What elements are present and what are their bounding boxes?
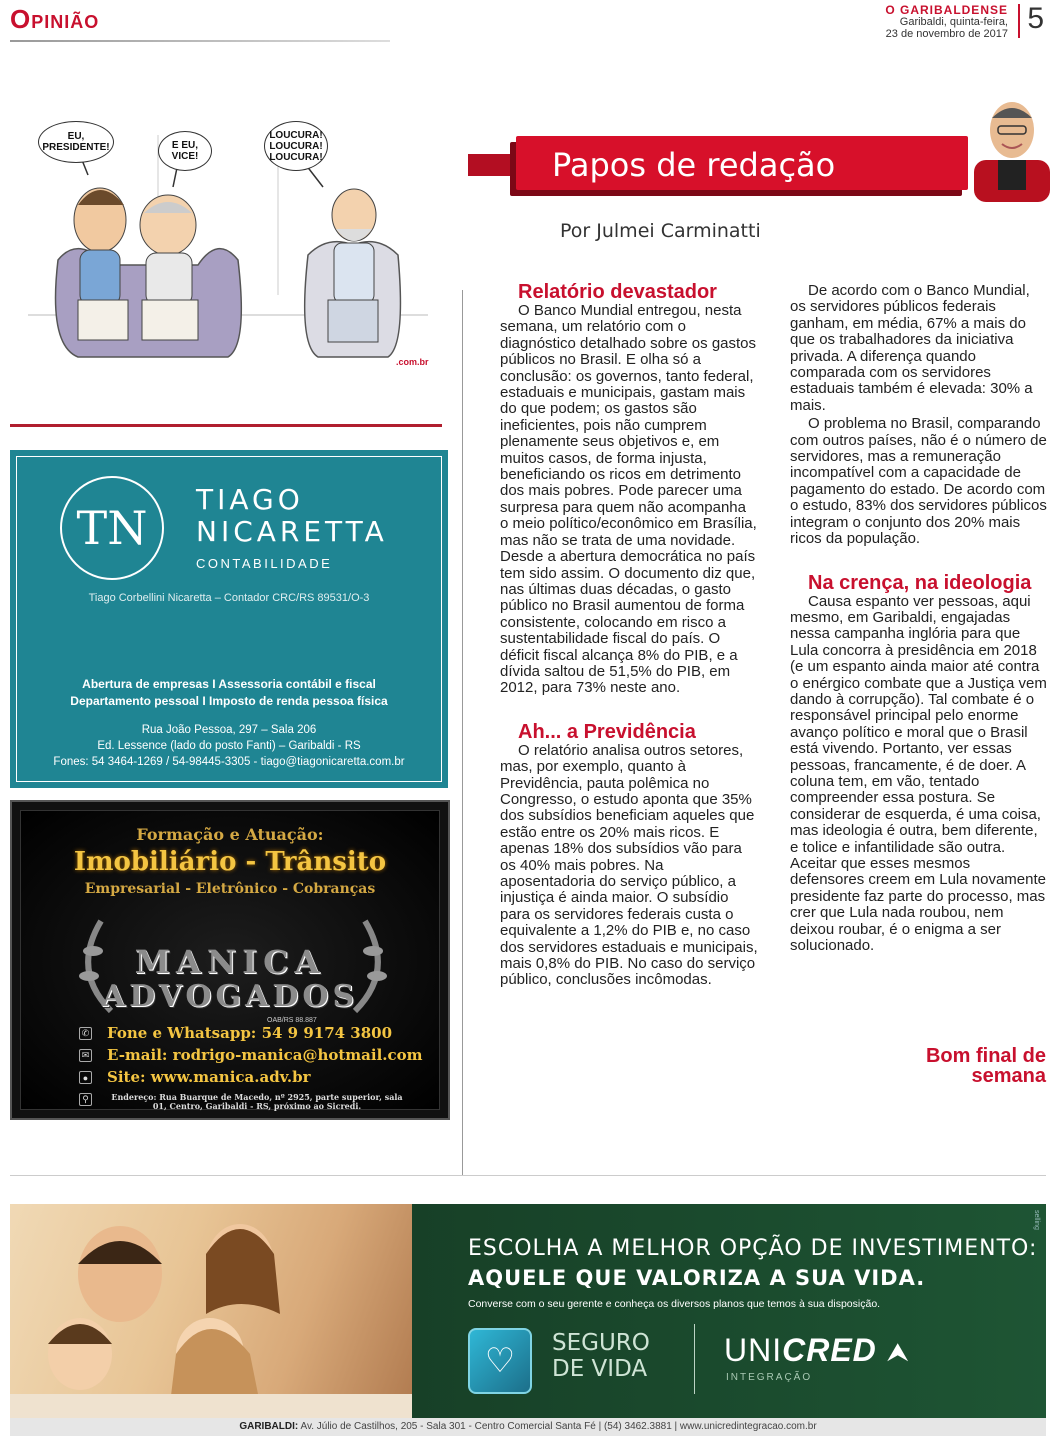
ad-tiago-nicaretta bbox=[10, 450, 448, 788]
address-rest: Av. Júlio de Castilhos, 205 - Sala 301 - Centro Comercial Santa Fé | (54) 3462.3881 | www.unicredintegracao.com.br bbox=[300, 1421, 817, 1432]
family-illustration bbox=[10, 1204, 412, 1418]
ad-unicred-product bbox=[552, 1330, 650, 1382]
header-meta bbox=[885, 4, 1008, 40]
column-accent bbox=[468, 154, 516, 176]
page-header bbox=[0, 0, 1058, 44]
speech-bubble-vice: E EU, VICE! bbox=[158, 131, 212, 171]
unicred-arrow-icon: ⮝ bbox=[886, 1337, 910, 1367]
ad-manica-areas: Imobiliário - Trânsito bbox=[73, 847, 387, 877]
column-header bbox=[468, 90, 1058, 250]
agency-credit: selling bbox=[1033, 1210, 1040, 1230]
header-divider bbox=[1018, 4, 1020, 38]
speech-bubble-loucura: LOUCURA! LOUCURA! LOUCURA! bbox=[264, 121, 328, 171]
ad-address-line: Rua João Pessoa, 297 – Sala 206 bbox=[141, 724, 317, 736]
header-place: Garibaldi, quinta-feira, bbox=[899, 16, 1008, 28]
email-icon: ✉ bbox=[79, 1049, 92, 1062]
ad-unicred-subheadline: AQUELE QUE VALORIZA A SUA VIDA. bbox=[468, 1266, 926, 1290]
ad-services bbox=[10, 676, 448, 710]
product-line: DE VIDA bbox=[552, 1356, 648, 1382]
column-divider bbox=[462, 290, 463, 1175]
map-pin-icon: ⚲ bbox=[79, 1093, 92, 1106]
ad-unicred bbox=[10, 1204, 1046, 1418]
ad-address-line: Ed. Lessence (lado do posto Fanti) – Garibaldi - RS bbox=[97, 740, 361, 752]
ad-service-line: Abertura de empresas I Assessoria contábil e fiscal bbox=[82, 677, 376, 691]
unicred-logo bbox=[724, 1332, 910, 1369]
column-title-banner bbox=[516, 136, 968, 190]
paragraph: O relatório analisa outros setores, mas, por exemplo, quanto à Previdência, pauta polêmica no Congresso, o estudo aponta que 35% dos subsídios beneficiam aqueles que estão entre os 20% mais ricos. E apenas 18% dos subsídios vão para os 40% mais pobres. Na aposentadoria do serviço público, a injustiça é ainda maior. O subsídio para os servidores federais custa o equivalente a 1,2% do PIB e, no caso dos servidores estaduais e municipais, mais 0,8% do PIB. No caso do serviço público, conclusões incômodas. bbox=[500, 741, 758, 989]
paragraph: De acordo com o Banco Mundial, os servidores públicos federais ganham, em média, 67% a mais do que os trabalhadores da iniciativa privada. A diferença quando comparada com os servidores estaduais também é elevada: 30% a mais. bbox=[790, 282, 1033, 414]
header-date: 23 de novembro de 2017 bbox=[885, 28, 1008, 40]
ad-unicred-headline: ESCOLHA A MELHOR OPÇÃO DE INVESTIMENTO: bbox=[468, 1236, 1038, 1261]
section-heading-ideologia: Na crença, na ideologia bbox=[808, 571, 1032, 594]
column-byline: Por Julmei Carminatti bbox=[560, 220, 761, 242]
ad-address bbox=[10, 722, 448, 770]
author-photo bbox=[964, 90, 1056, 202]
ad-manica-email: E-mail: rodrigo-manica@hotmail.com bbox=[107, 1046, 423, 1064]
tn-logo-icon: TN bbox=[60, 476, 164, 580]
whatsapp-icon: ✆ bbox=[79, 1027, 92, 1040]
section-title: Opinião bbox=[10, 4, 100, 34]
unicred-sub: INTEGRAÇÃO bbox=[726, 1372, 813, 1383]
cartoonist-signature: .com.br bbox=[396, 357, 429, 367]
brand-part: UNI bbox=[724, 1332, 783, 1368]
paragraph: O problema no Brasil, comparando com outros países, não é o número de servidores, mas a remuneração incompatível com a capacidade de pagamento do estado. De acordo com o estudo, 83% dos servidores públicos integram o conjunto dos 20% mais ricos da população. bbox=[790, 415, 1047, 548]
newspaper-name: O GARIBALDENSE bbox=[885, 3, 1008, 17]
paragraph: Causa espanto ver pessoas, aqui mesmo, em Garibaldi, engajadas nessa campanha inglória para que Lula concorra à presidência em 2018 (e um espanto ainda maior até contra o enérgico combate que a Justiça vem dando à corrupção). Tal combate é o responsável principal pelo enorme avanço político e moral que o Brasil está vivendo. Portanto, ver essas pessoas, francamente, é de doer. A coluna tem, em vão, tentado compreender essa postura. Se considerar de esquerda, é uma coisa, mas ideologia é outra, bem diferente, e tolice e infantilidade são outra. Aceitar que esses mesmos defensores creem em Lula novamente presidente faz parte do processo, mas crer que Lula nada roubou, nem deixou roubar, é o enigma a ser solucionado. bbox=[790, 592, 1047, 955]
heart-icon: ♡ bbox=[468, 1328, 532, 1394]
ad-manica-name: MANICA bbox=[134, 943, 326, 981]
ad-name-line1: TIAGO bbox=[196, 483, 304, 516]
section-heading-relatorio: Relatório devastador bbox=[518, 281, 717, 303]
ad-manica-site: Site: www.manica.adv.br bbox=[107, 1068, 311, 1086]
section-heading-previdencia: Ah... a Previdência bbox=[518, 720, 696, 743]
ad-manica-phone: Fone e Whatsapp: 54 9 9174 3800 bbox=[107, 1024, 393, 1042]
ad-contact-line: Fones: 54 3464-1269 / 54-98445-3305 - tiago@tiagonicaretta.com.br bbox=[53, 756, 405, 768]
bottom-divider bbox=[10, 1175, 1046, 1176]
ad-company-name bbox=[196, 484, 388, 548]
article-column-1 bbox=[500, 283, 758, 991]
ad-manica-oab: OAB/RS 88.887 bbox=[267, 1017, 317, 1024]
address-city: GARIBALDI: bbox=[239, 1421, 299, 1432]
family-photo bbox=[10, 1204, 412, 1418]
ad-service-line: Departamento pessoal I Imposto de renda pessoa física bbox=[70, 694, 388, 708]
product-line: SEGURO bbox=[552, 1330, 650, 1356]
cartoon-divider bbox=[10, 424, 442, 427]
page-number: 5 bbox=[1027, 2, 1044, 35]
ad-manica-tagline: Formação e Atuação: bbox=[136, 825, 324, 844]
header-rule bbox=[10, 40, 390, 42]
ad-manica-panel bbox=[20, 810, 440, 1110]
editorial-cartoon bbox=[18, 95, 438, 395]
article-column-2 bbox=[790, 283, 1048, 956]
brand-part: CRED bbox=[782, 1332, 877, 1368]
ad-manica-advogados bbox=[10, 800, 450, 1120]
closing-line: Bom final de semana bbox=[925, 1045, 1046, 1087]
ad-crc: Tiago Corbellini Nicaretta – Contador CRC/RS 89531/O-3 bbox=[88, 592, 370, 604]
ad-manica-address: Endereço: Rua Buarque de Macedo, nº 2925, parte superior, sala 01, Centro, Garibaldi - RS, próximo ao Sicredi. bbox=[111, 1092, 403, 1111]
paragraph: O Banco Mundial entregou, nesta semana, um relatório com o diagnóstico detalhado sobre os gastos públicos no Brasil. E olha só a conclusão: os governos, tanto federal, estaduais e municipais, gastam mais do que podem; os gastos são ineficientes, pois não cumprem plenamente seus objetivos e, em muitos casos, de forma injusta, beneficiando os ricos em detrimento dos mais pobres. Pode parecer uma surpresa para quem não acompanha o meio político/econômico em Brasília, mas não se trata de uma novidade. Desde a abertura democrática no país tem sido assim. O documento diz que, nas últimas duas décadas, o gasto público no Brasil aumentou de forma consistente, colocando em risco a sustentabilidade fiscal do país. O déficit fiscal alcança 8% do PIB, e a dívida saltou de 51,5% do PIB, em 2012, para 73% neste ano. bbox=[500, 302, 757, 697]
column-title: Papos de redação bbox=[552, 146, 836, 184]
globe-icon: ● bbox=[79, 1071, 92, 1084]
ad-unicred-text: Converse com o seu gerente e conheça os diversos planos que temos à sua disposição. bbox=[468, 1298, 881, 1310]
ad-manica-advogados-label: ADVOGADOS bbox=[101, 979, 359, 1014]
ad-subtitle: CONTABILIDADE bbox=[196, 556, 333, 571]
speech-bubble-president: EU, PRESIDENTE! bbox=[38, 121, 114, 163]
ad-unicred-divider bbox=[694, 1324, 695, 1394]
ad-manica-areas-2: Empresarial - Eletrônico - Cobranças bbox=[84, 881, 376, 897]
ad-name-line2: NICARETTA bbox=[196, 515, 388, 548]
ad-unicred-address bbox=[10, 1418, 1046, 1436]
